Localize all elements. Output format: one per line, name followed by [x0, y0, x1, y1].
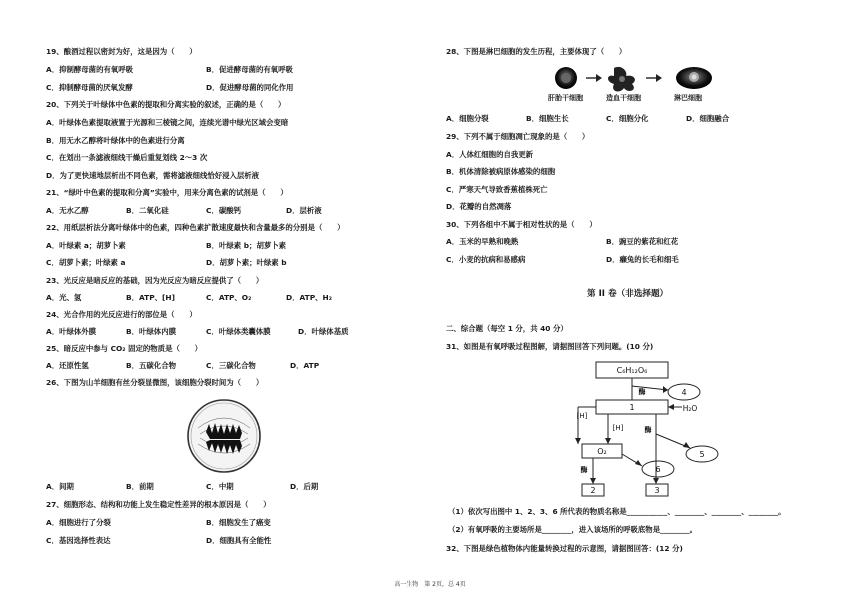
question-20-option-c: C．在划出一条滤液细线干燥后重复划线 2～3 次 — [46, 153, 208, 162]
question-31-stem: 31、如图是有氧呼吸过程图解，请据图回答下列问题。(10 分) — [446, 342, 654, 351]
question-21-option-b: B．二氧化硅 — [126, 206, 169, 215]
label-hematopoietic-stem-cell: 造血干细胞 — [606, 94, 641, 102]
box-1-label: 1 — [629, 403, 635, 412]
glucose-label: C₆H₁₂O₆ — [616, 366, 648, 375]
question-28-stem: 28、下图是淋巴细胞的发生历程，主要体现了（ ） — [446, 47, 627, 56]
aerobic-respiration-diagram — [560, 356, 730, 500]
label-fetal-liver-stem-cell: 肝胎干细胞 — [548, 94, 583, 102]
label-lymphocyte: 淋巴细胞 — [674, 94, 702, 102]
question-24-option-a: A．叶绿体外膜 — [46, 327, 97, 336]
question-26-option-c: C．中期 — [206, 482, 234, 491]
question-27-option-d: D．细胞具有全能性 — [206, 536, 272, 545]
question-30-option-b: B．豌豆的紫花和红花 — [606, 237, 679, 246]
question-27-stem: 27、细胞形态、结构和功能上发生稳定性差异的根本原因是（ ） — [46, 500, 271, 509]
question-31-sub1: （1）依次写出图中 1、2、3、6 所代表的物质名称是___________、________、________、________。 — [448, 507, 786, 516]
question-28-option-c: C．细胞分化 — [606, 114, 649, 123]
question-24-option-b: B．叶绿体内膜 — [126, 327, 176, 336]
question-29-option-a: A．人体红细胞的自我更新 — [446, 150, 534, 159]
question-25-option-a: A．还原性氢 — [46, 361, 89, 370]
question-28-option-d: D．细胞融合 — [686, 114, 730, 123]
question-26-stem: 26、下图为山羊细胞有丝分裂显微图，该细胞分裂时间为（ ） — [46, 378, 264, 387]
question-20-option-d: D．为了更快速地层析出不同色素，需将滤液细线恰好浸入层析液 — [46, 171, 260, 180]
h2o-label: H₂O — [682, 404, 698, 413]
question-23-stem: 23、光反应是暗反应的基础，因为光反应为暗反应提供了（ ） — [46, 276, 264, 285]
question-19-option-a: A．抑制酵母菌的有氧呼吸 — [46, 65, 134, 74]
question-30-option-a: A．玉米的早熟和晚熟 — [446, 237, 519, 246]
question-20-option-a: A．叶绿体色素提取液置于光源和三棱镜之间，连续光谱中绿光区域会变暗 — [46, 118, 289, 127]
question-26-option-d: D．后期 — [290, 482, 319, 491]
question-23-option-d: D．ATP、H₂ — [286, 293, 332, 302]
question-21-option-d: D．层析液 — [286, 206, 322, 215]
question-19-option-b: B．促进酵母菌的有氧呼吸 — [206, 65, 293, 74]
box-2-label: 2 — [590, 486, 596, 495]
question-19-option-d: D．促进酵母菌的同化作用 — [206, 83, 294, 92]
enzyme-label-3: 酶 — [580, 466, 588, 474]
question-19-option-c: C．抑制酵母菌的厌氧发酵 — [46, 83, 133, 92]
question-30-option-c: C．小麦的抗病和易感病 — [446, 255, 526, 264]
question-32-stem: 32、下图是绿色植物体内能量转换过程的示意图，请据图回答：(12 分) — [446, 544, 683, 553]
section-2-heading: 二、综合题（每空 1 分，共 40 分） — [446, 324, 568, 333]
question-21-stem: 21、“绿叶中色素的提取和分离”实验中，用来分离色素的试剂是（ ） — [46, 188, 288, 197]
part-2-title: 第 II 卷（非选择题） — [587, 289, 669, 299]
question-20-stem: 20、下列关于叶绿体中色素的提取和分离实验的叙述，正确的是（ ） — [46, 100, 286, 109]
box-o2-label: O₂ — [597, 447, 607, 456]
question-31-sub2: （2）有氧呼吸的主要场所是________，进入该场所的呼吸底物是________。 — [448, 525, 698, 534]
question-25-option-c: C．三碳化合物 — [206, 361, 256, 370]
h-label-1: [H] — [576, 412, 588, 420]
question-23-option-c: C．ATP、O₂ — [206, 293, 252, 302]
question-21-option-a: A．无水乙醇 — [46, 206, 89, 215]
question-29-option-c: C．严寒天气导致香蕉植株死亡 — [446, 185, 548, 194]
question-24-stem: 24、光合作用的光反应进行的部位是（ ） — [46, 310, 197, 319]
question-29-option-d: D．花瓣的自然凋落 — [446, 202, 512, 211]
question-26-option-a: A．间期 — [46, 482, 74, 491]
question-28-option-b: B．细胞生长 — [526, 114, 569, 123]
question-25-option-d: D．ATP — [290, 361, 320, 370]
circle-6-label: 6 — [655, 465, 661, 474]
question-23-option-a: A．光、氢 — [46, 293, 82, 302]
enzyme-label-1: 酶 — [638, 388, 646, 396]
question-22-option-a: A．叶绿素 a；胡萝卜素 — [46, 241, 126, 250]
question-20-option-b: B．用无水乙醇将叶绿体中的色素进行分离 — [46, 136, 185, 145]
box-3-label: 3 — [654, 486, 660, 495]
question-21-option-c: C．碳酸钙 — [206, 206, 241, 215]
question-23-option-b: B．ATP、[H] — [126, 293, 175, 302]
question-27-option-a: A．细胞进行了分裂 — [46, 518, 111, 527]
question-25-stem: 25、暗反应中参与 CO₂ 固定的物质是（ ） — [46, 344, 203, 353]
question-25-option-b: B．五碳化合物 — [126, 361, 176, 370]
question-26-option-b: B．前期 — [126, 482, 154, 491]
question-24-option-c: C．叶绿体类囊体膜 — [206, 327, 271, 336]
question-22-option-d: D．胡萝卜素；叶绿素 b — [206, 258, 287, 267]
h-label-2: [H] — [612, 424, 624, 432]
mitosis-cell-image — [186, 398, 262, 474]
question-24-option-d: D．叶绿体基质 — [298, 327, 349, 336]
question-29-stem: 29、下列不属于细胞凋亡现象的是（ ） — [446, 132, 590, 141]
circle-5-label: 5 — [699, 450, 705, 459]
question-22-stem: 22、用纸层析法分离叶绿体中的色素，四种色素扩散速度最快和含量最多的分别是（ ） — [46, 223, 345, 232]
question-19-stem: 19、酿酒过程以密封为好，这是因为（ ） — [46, 47, 197, 56]
page-footer: 高一生物 第 2页，总 4页 — [394, 581, 466, 588]
question-29-option-b: B．机体清除被病原体感染的细胞 — [446, 167, 556, 176]
question-28-option-a: A．细胞分裂 — [446, 114, 489, 123]
question-27-option-b: B．细胞发生了癌变 — [206, 518, 271, 527]
question-30-stem: 30、下列各组中不属于相对性状的是（ ） — [446, 220, 597, 229]
circle-4-label: 4 — [681, 388, 687, 397]
question-22-option-c: C．胡萝卜素；叶绿素 a — [46, 258, 126, 267]
question-27-option-c: C．基因选择性表达 — [46, 536, 111, 545]
question-22-option-b: B．叶绿素 b；胡萝卜素 — [206, 241, 287, 250]
enzyme-label-2: 酶 — [644, 426, 652, 434]
question-30-option-d: D．癞兔的长毛和细毛 — [606, 255, 679, 264]
